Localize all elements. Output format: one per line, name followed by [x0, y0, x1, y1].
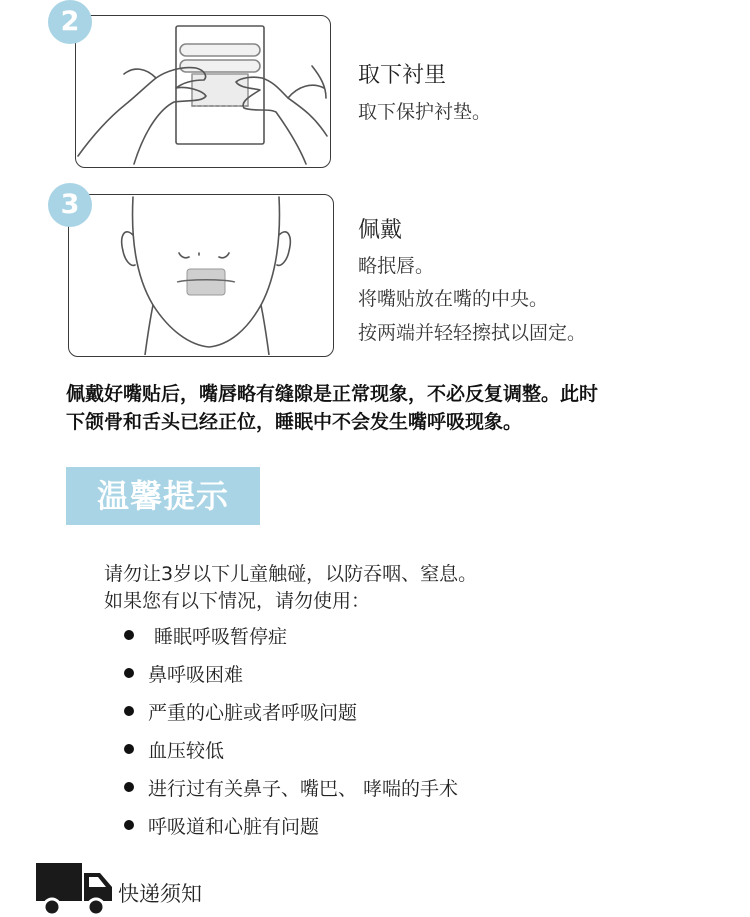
usage-notice-line-1: 佩戴好嘴贴后，嘴唇略有缝隙是正常现象，不必反复调整。此时	[66, 383, 599, 405]
bullet-icon	[124, 782, 134, 792]
step-3-line-3: 按两端并轻轻擦拭以固定。	[358, 322, 587, 344]
bullet-icon	[124, 630, 134, 640]
step-2-badge: 2	[48, 0, 92, 44]
usage-notice	[66, 380, 736, 436]
contraindication-text: 鼻呼吸困难	[148, 664, 244, 686]
step-2-line-1: 取下保护衬垫。	[358, 101, 492, 123]
step-3-title: 佩戴	[358, 218, 403, 243]
footer-label: 快递须知	[118, 882, 202, 906]
hands-peel-liner-icon	[76, 16, 329, 166]
step-2-illustration-frame	[75, 15, 331, 168]
usage-notice-line-2: 下颌骨和舌头已经正位，睡眠中不会发生嘴呼吸现象。	[66, 411, 523, 433]
step-3-illustration-frame	[68, 194, 334, 357]
bullet-icon	[124, 744, 134, 754]
bullet-icon	[124, 706, 134, 716]
delivery-truck-icon	[36, 863, 112, 915]
contraindication-text: 呼吸道和心脏有问题	[148, 816, 320, 838]
step-2-title: 取下衬里	[358, 63, 447, 88]
contraindication-text: 严重的心脏或者呼吸问题	[148, 702, 358, 724]
contraindication-text: 血压较低	[148, 740, 225, 762]
bullet-icon	[124, 668, 134, 678]
tips-heading: 温馨提示	[66, 467, 260, 525]
contraindication-text: 睡眠呼吸暂停症	[154, 626, 288, 648]
step-3-line-1: 略抿唇。	[358, 255, 435, 277]
contraindication-text: 进行过有关鼻子、嘴巴、 哮喘的手术	[148, 778, 459, 800]
step-3-line-2: 将嘴贴放在嘴的中央。	[358, 288, 549, 310]
tips-intro-line-2: 如果您有以下情况，请勿使用：	[104, 590, 371, 612]
tips-intro-line-1: 请勿让3岁以下儿童触碰，以防吞咽、窒息。	[104, 563, 478, 585]
bullet-icon	[124, 820, 134, 830]
step-3-badge: 3	[48, 183, 92, 227]
face-with-mouth-tape-icon	[69, 195, 332, 355]
